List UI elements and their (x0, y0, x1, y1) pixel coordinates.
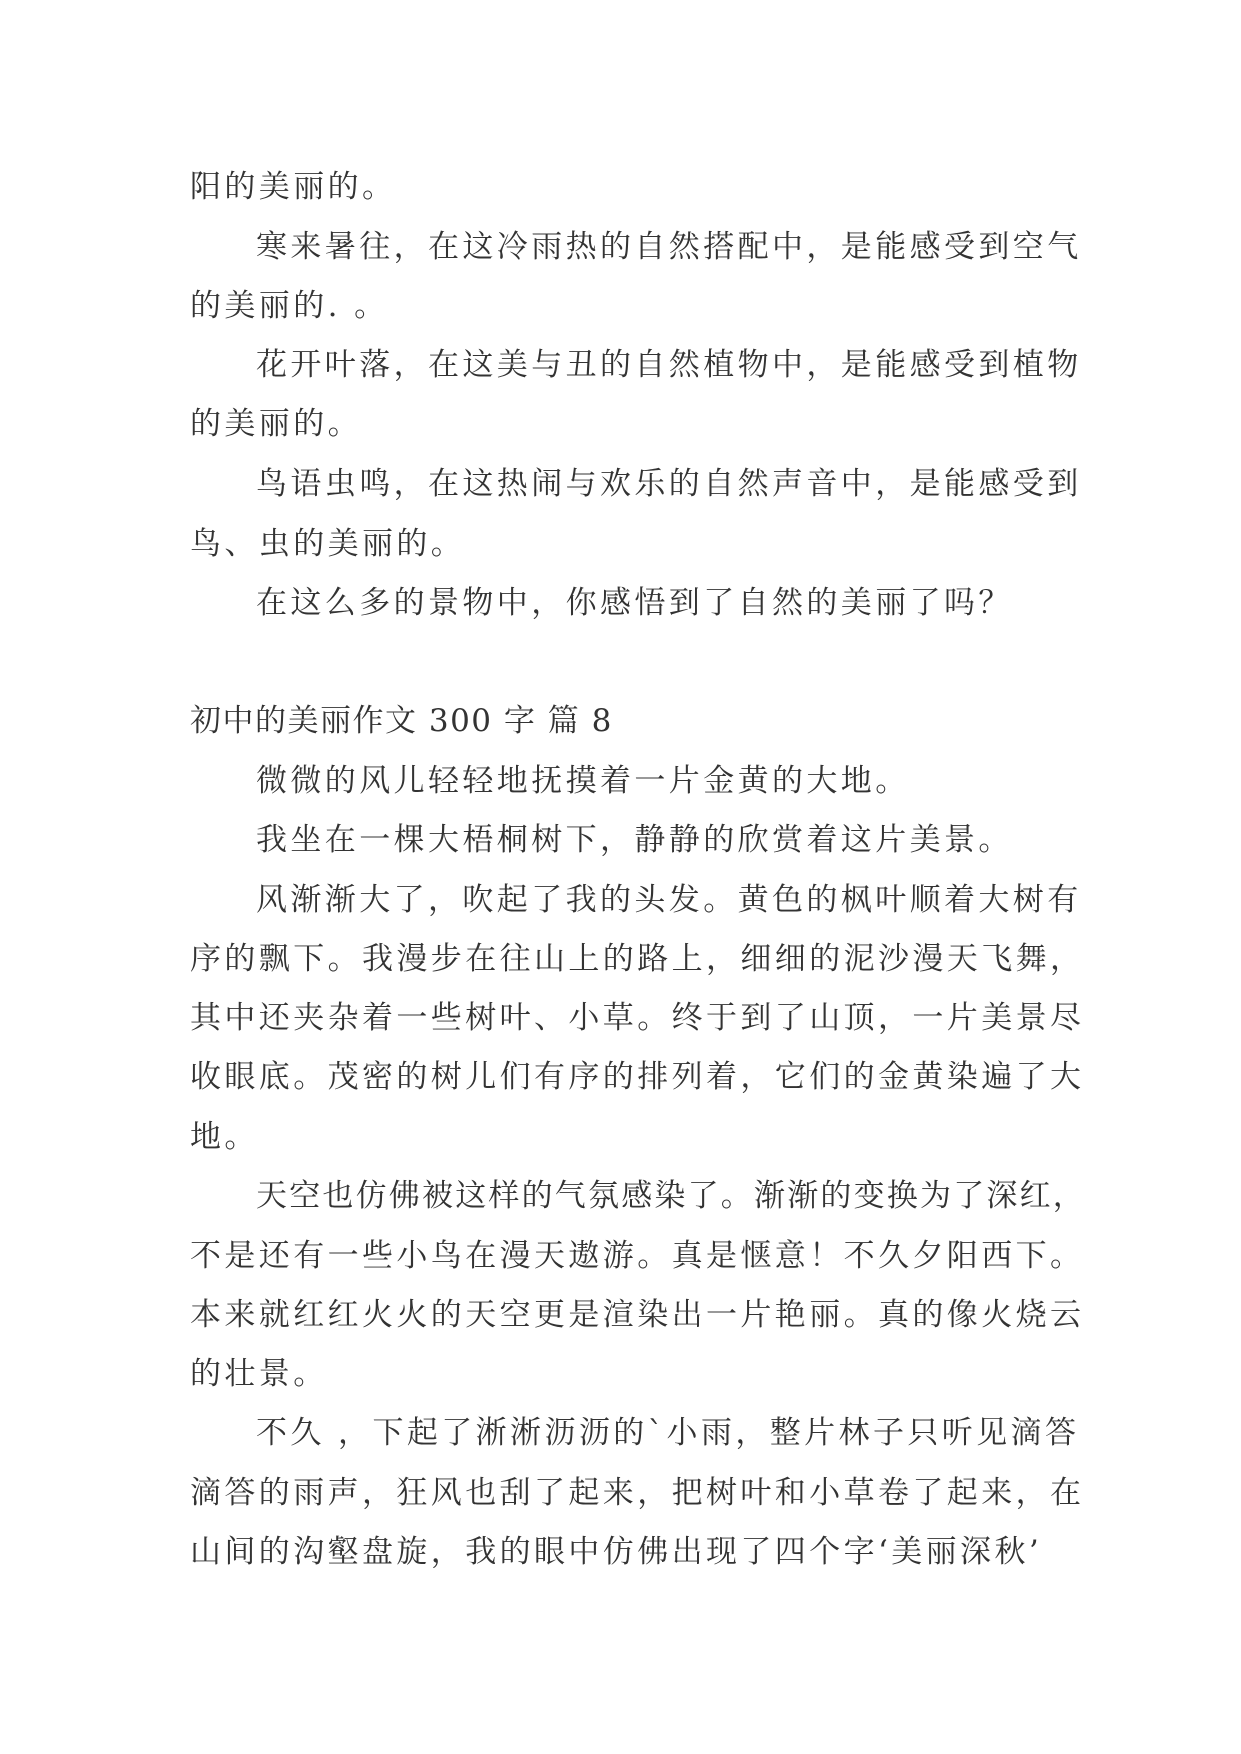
paragraph-line: 本来就红红火火的天空更是渲染出一片艳丽。真的像火烧云 (190, 1297, 1085, 1333)
paragraph-line: 的壮景。 (190, 1356, 328, 1392)
paragraph-line: 寒来暑往，在这冷雨热的自然搭配中，是能感受到空气 (256, 229, 1082, 265)
paragraph-line: 滴答的雨声，狂风也刮了起来，把树叶和小草卷了起来，在 (190, 1475, 1085, 1511)
paragraph-line: 其中还夹杂着一些树叶、小草。终于到了山顶，一片美景尽 (190, 1000, 1085, 1036)
paragraph-line: 的美丽的. 。 (190, 288, 389, 324)
paragraph-line: 微微的风儿轻轻地抚摸着一片金黄的大地。 (256, 763, 910, 799)
paragraph-line: 序的飘下。我漫步在往山上的路上，细细的泥沙漫天飞舞， (190, 941, 1085, 977)
paragraph-line: 不是还有一些小鸟在漫天遨游。真是惬意！不久夕阳西下。 (190, 1238, 1085, 1274)
paragraph-line: 鸟语虫鸣，在这热闹与欢乐的自然声音中，是能感受到 (256, 466, 1082, 502)
paragraph-line: 地。 (190, 1119, 259, 1155)
paragraph-line: 不久 ，下起了淅淅沥沥的`小雨，整片林子只听见滴答 (256, 1415, 1080, 1451)
paragraph-line: 阳的美丽的。 (190, 169, 397, 205)
paragraph-line: 花开叶落，在这美与丑的自然植物中，是能感受到植物 (256, 347, 1082, 383)
paragraph-line: 风渐渐大了，吹起了我的头发。黄色的枫叶顺着大树有 (256, 882, 1082, 918)
paragraph-line: 天空也仿佛被这样的气氛感染了。渐渐的变换为了深红， (256, 1178, 1086, 1214)
section-title: 初中的美丽作文 300 字 篇 8 (190, 703, 613, 739)
paragraph-line: 鸟、虫的美丽的。 (190, 526, 466, 562)
paragraph-line: 收眼底。茂密的树儿们有序的排列着，它们的金黄染遍了大 (190, 1059, 1085, 1095)
paragraph-line: 山间的沟壑盘旋，我的眼中仿佛出现了四个字‘美丽深秋’ (190, 1534, 1043, 1570)
paragraph-line: 在这么多的景物中，你感悟到了自然的美丽了吗？ (256, 585, 1013, 621)
paragraph-line: 我坐在一棵大梧桐树下，静静的欣赏着这片美景。 (256, 822, 1013, 858)
paragraph-line: 的美丽的。 (190, 406, 362, 442)
